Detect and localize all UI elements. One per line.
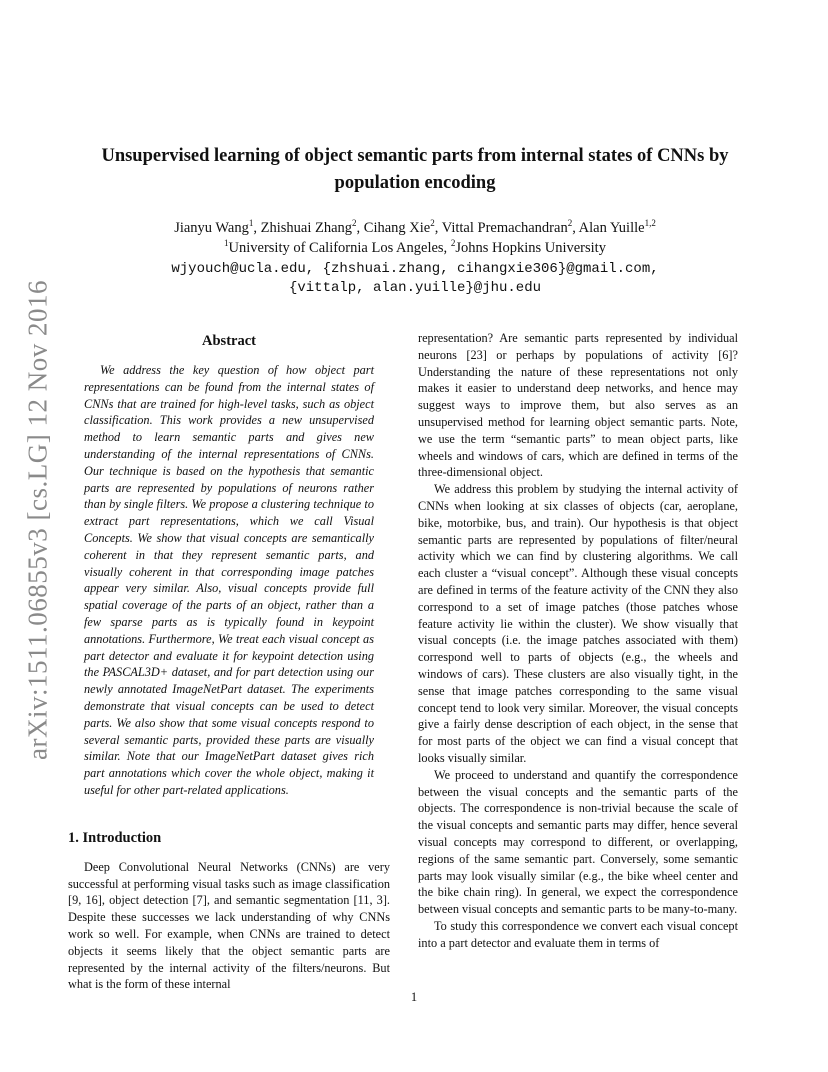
author-affil-mark: 1,2 bbox=[644, 218, 656, 228]
body-paragraph: To study this correspondence we convert each visual concept into a part detector and evaluate them in terms of bbox=[418, 918, 738, 950]
affiliations bbox=[70, 238, 760, 259]
left-column bbox=[68, 330, 390, 993]
author-list bbox=[70, 218, 760, 239]
body-paragraph: We proceed to understand and quantify the correspondence between the visual concepts and the semantic parts of the objects. The correspondence is non-trivial because the scale of the visual concepts and semantic parts may differ, hence several visual concepts may correspond to different, or overlapping, regions of the same semantic part. Conversely, some semantic parts may look visually similar (e.g., the bike wheel center and the bike chain ring). In general, we expect the correspondence between visual concepts and semantic parts to be many-to-many. bbox=[418, 767, 738, 917]
body-paragraph: Deep Convolutional Neural Networks (CNNs) are very successful at performing visual tasks such as image classification [9, 16], object detection [7], and semantic segmentation [11, 3]. Despite these successes we lack understanding of why CNNs work so well. For example, when CNNs are trained to detect objects it seems likely that the object semantic parts are represented by the internal activity of the filters/neurons. But what is the form of these internal bbox=[68, 859, 390, 992]
body-paragraph: representation? Are semantic parts represented by individual neurons [23] or perhaps by populations of activity [6]? Understanding the nature of these representations not only makes it easier to understand deep networks, and hence may suggest ways to improve them, but also serves as an unsupervised method for learning object semantic parts. Note, we use the term “semantic parts” to mean object parts, like wheels and windows of cars, which are defined in terms of the three-dimensional object. bbox=[418, 331, 738, 480]
page-number: 1 bbox=[410, 990, 418, 1004]
author-name: , Cihang Xie bbox=[356, 220, 431, 236]
affil-mark: 2 bbox=[450, 238, 456, 248]
arxiv-side-stamp: arXiv:1511.06855v3 [cs.LG] 12 Nov 2016 bbox=[22, 280, 53, 760]
right-column bbox=[418, 330, 738, 951]
author-affil-mark: 2 bbox=[430, 218, 435, 228]
paper-title bbox=[70, 143, 760, 197]
author-name: , Vittal Premachandran bbox=[434, 220, 568, 236]
author-affil-mark: 2 bbox=[352, 218, 357, 228]
title-line-2: population encoding bbox=[334, 173, 496, 193]
author-affil-mark: 2 bbox=[567, 218, 573, 228]
author-name: Jianyu Wang bbox=[174, 220, 249, 236]
affil-name: Johns Hopkins University bbox=[455, 240, 606, 256]
email-line: wjyouch@ucla.edu, {zhshuai.zhang, cihangxie306}@gmail.com, bbox=[171, 261, 659, 277]
email-line: {vittalp, alan.yuille}@jhu.edu bbox=[288, 280, 542, 296]
section-heading-introduction: 1. Introduction bbox=[68, 829, 162, 846]
author-name: , Alan Yuille bbox=[572, 220, 645, 236]
affil-name: University of California Los Angeles, bbox=[228, 240, 451, 256]
title-line-1: Unsupervised learning of object semantic parts from internal states of CNNs by bbox=[101, 146, 729, 166]
body-paragraph: We address this problem by studying the internal activity of CNNs when looking at six classes of objects (car, aeroplane, bike, motorbike, bus, and train). Our hypothesis is that object semantic parts are represented by populations of filter/neural activity which we can find by clustering algorithms. We call each cluster a “visual concept”. Although these visual concepts are defined in terms of the feature activity of the CNN they also correspond to a set of image patches (those patches whose feature activity lie within the cluster). We show visually that visual concepts (i.e. the image patches associated with them) correspond well to parts of objects (e.g., the wheels and windows of cars). These clusters are also visually tight, in the sense that image patches corresponding to the same visual concept tend to look very similar. Moreover, the visual concepts give a fairly dense description of each object, in the sense that for most parts of the object we can find a visual concept that looks visually similar. bbox=[418, 482, 738, 765]
affil-mark: 1 bbox=[224, 238, 229, 248]
author-name: , Zhishuai Zhang bbox=[253, 220, 353, 236]
abstract-text: We address the key question of how object part representations can be found from the internal states of CNNs that are trained for high-level tasks, such as object classification. This work provides a new unsupervised method to learn semantic parts and gives new understanding of the internal representations of CNNs. Our technique is based on the hypothesis that semantic parts are represented by populations of neurons rather than by single filters. We propose a clustering technique to extract part representations, which we call Visual Concepts. We show that visual concepts are semantically coherent in that they represent semantic parts, and visually coherent in that corresponding image patches appear very similar. Also, visual concepts provide full spatial coverage of the parts of an object, rather than a few sparse parts as is typically found in keypoint annotations. Furthermore, We treat each visual concept as part detector and evaluate it for keypoint detection using the PASCAL3D+ dataset, and for part detection using our newly annotated ImageNetPart dataset. The experiments demonstrate that visual concepts can be used to detect parts. We also show that some visual concepts respond to several semantic parts, provided these parts are visually similar. Note that our ImageNetPart dataset gives rich part annotations which cover the whole object, making it useful for other part-related applications. bbox=[84, 363, 374, 797]
author-affil-mark: 1 bbox=[248, 218, 254, 228]
abstract-heading: Abstract bbox=[202, 333, 256, 349]
